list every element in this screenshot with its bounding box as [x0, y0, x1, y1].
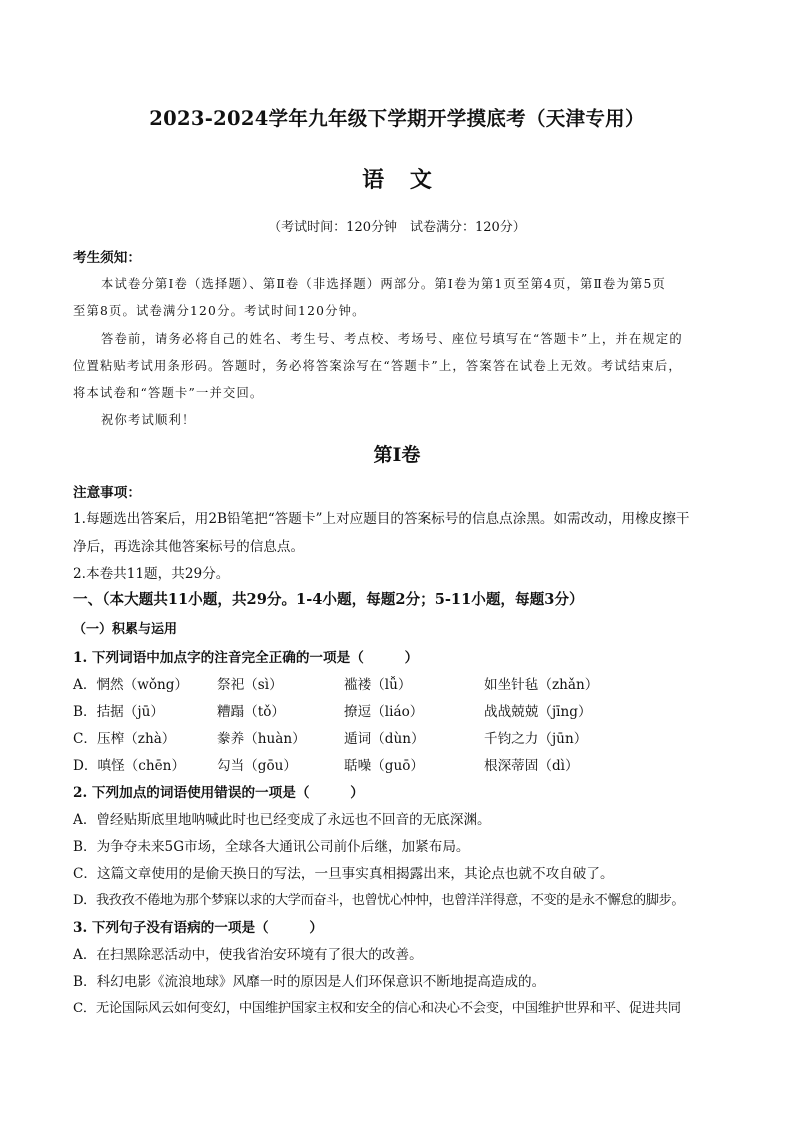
q1-option-b-word-4: 战战兢兢（jīng） [484, 704, 592, 720]
subject-heading: 语 文 [362, 167, 432, 193]
q1-option-a-word-2: 祭祀（sì） [217, 677, 283, 693]
notice-paragraph-1-line-1: 本试卷分第Ⅰ卷（选择题）、第Ⅱ卷（非选择题）两部分。第Ⅰ卷为第1页至第4页，第Ⅱ卷为第5页 [101, 277, 667, 291]
q1-option-b-word-1: B．拮据（jū） [73, 704, 164, 720]
q1-option-d-word-2: 勾当（gōu） [217, 758, 298, 774]
attention-item-1-line-2: 净后，再选涂其他答案标号的信息点。 [73, 539, 305, 555]
sub-section-heading: （一）积累与运用 [73, 622, 178, 637]
part-1-heading: 一、（本大题共11小题，共29分。1-4小题，每题2分；5-11小题，每题3分） [73, 591, 584, 608]
q1-option-c-word-2: 豢养（huàn） [217, 731, 306, 747]
exam-title: 2023-2024学年九年级下学期开学摸底考（天津专用） [149, 107, 645, 130]
q2-option-a: A．曾经贴斯底里地呐喊此时也已经变成了永远也不回音的无底深渊。 [73, 812, 491, 828]
q1-option-a-word-3: 褴褛（lǚ） [344, 677, 412, 693]
notice-heading: 考生须知： [73, 250, 141, 266]
attention-item-2: 2.本卷共11题，共29分。 [73, 566, 230, 582]
q1-option-d-word-3: 聒噪（guō） [344, 758, 425, 774]
notice-wish: 祝你考试顺利！ [101, 413, 196, 427]
question-3-stem: 3. 下列句子没有语病的一项是（ ） [73, 920, 324, 936]
question-2-stem: 2. 下列加点的词语使用错误的一项是（ ） [73, 785, 364, 801]
exam-time-info: （考试时间：120分钟 试卷满分：120分） [268, 220, 526, 235]
q1-option-a-word-1: A．惘然（wǒng） [73, 677, 189, 693]
attention-item-1-line-1: 1.每题选出答案后，用2B铅笔把“答题卡”上对应题目的答案标号的信息点涂黑。如需改动，用橡皮擦干 [73, 511, 690, 527]
q1-option-c-word-3: 遁词（dùn） [344, 731, 425, 747]
section-1-title: 第Ⅰ卷 [373, 444, 421, 466]
notice-paragraph-1-line-2: 至第8页。试卷满分120分。考试时间120分钟。 [73, 304, 366, 318]
question-1-stem: 1. 下列词语中加点字的注音完全正确的一项是（ ） [73, 650, 419, 666]
q3-option-c: C．无论国际风云如何变幻，中国维护国家主权和安全的信心和决心不会变，中国维护世界和平、促进共同 [73, 1001, 681, 1016]
q2-option-c: C．这篇文章使用的是偷天换日的写法，一旦事实真相揭露出来，其论点也就不攻自破了。 [73, 866, 614, 882]
q1-option-c-word-4: 千钧之力（jūn） [484, 731, 588, 747]
attention-heading: 注意事项： [73, 485, 141, 501]
q1-option-b-word-2: 糟蹋（tǒ） [217, 704, 286, 720]
q1-option-a-word-4: 如坐针毡（zhǎn） [484, 677, 599, 693]
q1-option-c-word-1: C．压榨（zhà） [73, 731, 176, 747]
q1-option-b-word-3: 撩逗（liáo） [344, 704, 424, 720]
notice-paragraph-2-line-3: 将本试卷和“答题卡”一并交回。 [73, 386, 264, 400]
q1-option-d-word-1: D．嗔怪（chēn） [73, 758, 186, 774]
notice-paragraph-2-line-2: 位置粘贴考试用条形码。答题时，务必将答案涂写在“答题卡”上，答案答在试卷上无效。考试结束后， [73, 359, 682, 373]
notice-paragraph-2-line-1: 答卷前，请务必将自己的姓名、考生号、考点校、考场号、座位号填写在“答题卡”上，并在规定的 [101, 332, 683, 346]
q2-option-b: B．为争夺未来5G市场，全球各大通讯公司前仆后继，加紧布局。 [73, 839, 470, 855]
q3-option-a: A．在扫黑除恶活动中，使我省治安环境有了很大的改善。 [73, 947, 423, 963]
q2-option-d: D．我孜孜不倦地为那个梦寐以求的大学而奋斗，也曾忧心忡忡，也曾洋洋得意，不变的是永不懈怠的脚步。 [73, 893, 685, 908]
q1-option-d-word-4: 根深蒂固（dì） [484, 758, 579, 774]
q3-option-b: B．科幻电影《流浪地球》风靡一时的原因是人们环保意识不断地提高造成的。 [73, 974, 546, 990]
